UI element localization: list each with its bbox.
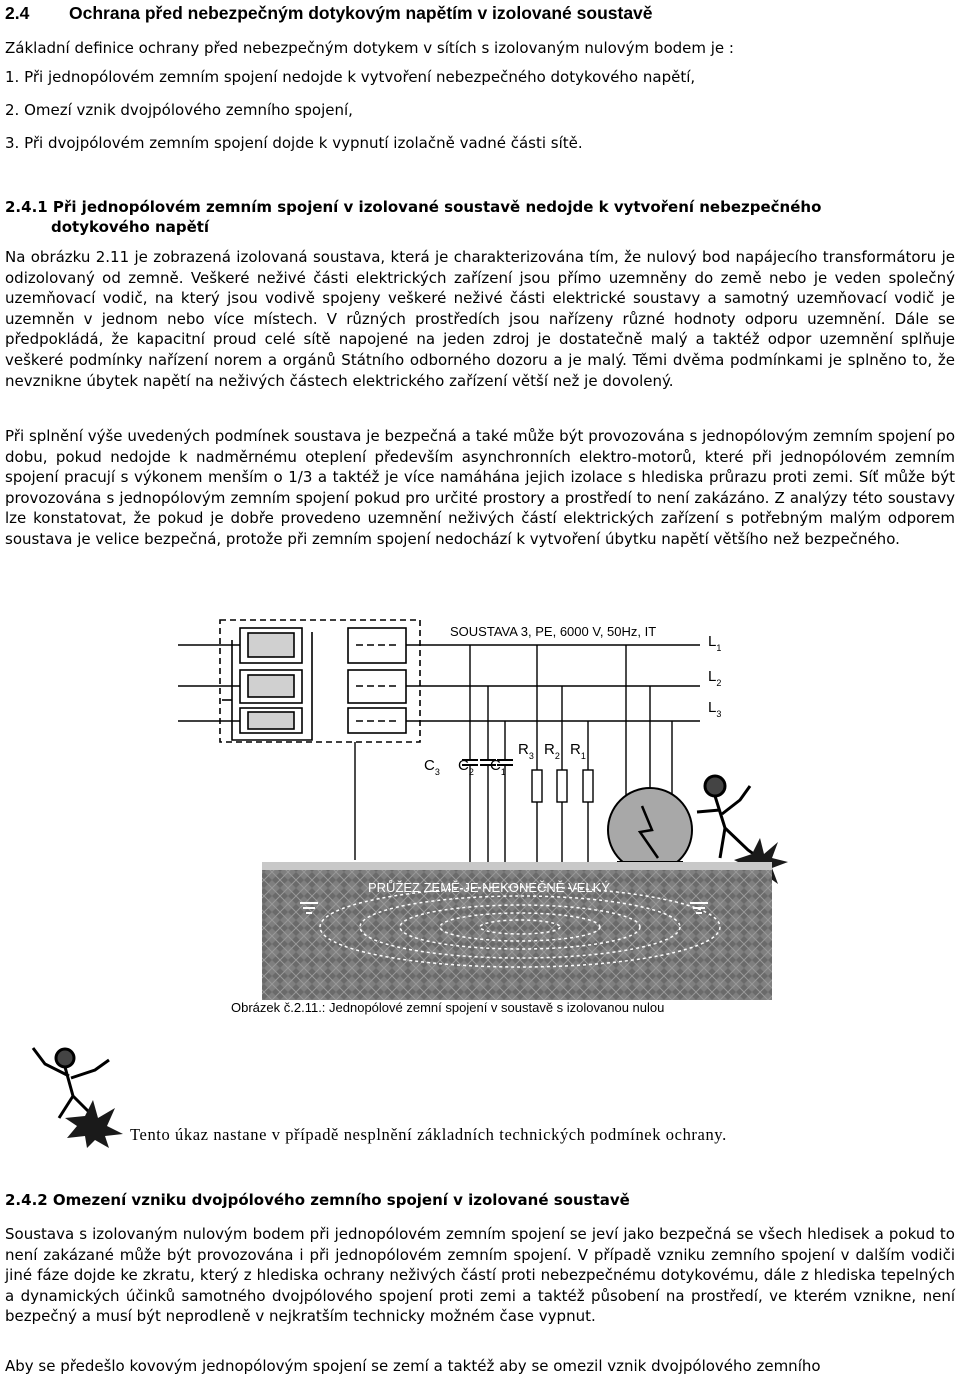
figure-caption: Obrázek č.2.11.: Jednopólové zemní spojení v soustavě s izolovanou nulou	[231, 1000, 665, 1015]
svg-text:C2: $C_2$	[458, 757, 474, 777]
paragraph-1: Na obrázku 2.11 je zobrazená izolovaná soustava, která je charakterizována tím, že nulový bod napájecího transformátoru je odizolovaný od zemně. Veškeré neživé části elektrických zařízení jsou přímo uzemněny do země nebo je veden společný uzemňovací vodič, na který jsou vodivě spojeny veškeré neživé části elektrické soustavy a samotný uzemňovací vodič je uzemněn v jednom nebo více místech. V různých prostředích jsou nařízeny různé hodnoty odporu uzemnění. Dále se předpokládá, že kapacitní proud celé sítě napojené na jeden zdroj je dostatečně malý a taktéž odpor uzemnění splňuje veškeré podmínky nařízení norem a orgánů Státního odborného dozoru a je malý. Těmi dvěma podmínkami je splněno to, že nevznikne úbytek napětí na neživých částech elektrického zařízení větší než je dovolený.	[5, 248, 955, 390]
primary-lines	[178, 645, 240, 721]
section-title	[5, 2, 955, 24]
subsection-title-2-4-1	[5, 197, 955, 237]
phase-label-l3: L	[708, 699, 717, 716]
warning-figure	[5, 1038, 125, 1148]
svg-text:R3: $R_3$	[518, 741, 534, 761]
list-item-2: 2. Omezí vznik dvojpólového zemního spojení,	[5, 101, 353, 119]
svg-text:C1: $C_1$	[490, 757, 506, 777]
svg-text:L1: $L_1$	[708, 633, 722, 653]
section-number: 2.4	[5, 3, 30, 23]
list-item-1: 1. Při jednopólovém zemním spojení nedojde k vytvoření nebezpečného dotykového napětí,	[5, 68, 696, 86]
svg-text:R2: $R_2$	[544, 741, 560, 761]
spark-burst-2	[65, 1100, 123, 1148]
ground-surface	[262, 862, 772, 870]
warning-text: Tento úkaz nastane v případě nesplnění základních technických podmínek ochrany.	[130, 1125, 727, 1144]
subsection-title-line1: 2.4.1 Při jednopólovém zemním spojení v izolované soustavě nedojde k vytvoření nebezpečného	[5, 198, 822, 216]
svg-text:L3: $L_3$	[708, 699, 722, 719]
paragraph-4: Aby se předešlo kovovým jednopólovým spojení se zemí a taktéž aby se omezil vznik dvojpólového zemního	[5, 1357, 821, 1375]
list-item-3: 3. Při dvojpólovém zemním spojení dojde k vypnutí izolačně vadné části sítě.	[5, 134, 583, 152]
system-label: SOUSTAVA 3, PE, 6000 V, 50Hz, IT	[450, 624, 657, 639]
phase-label-l2: L	[708, 668, 717, 685]
secondary-windings	[348, 628, 406, 733]
figure-isolated-system	[0, 600, 960, 1000]
phase-labels	[708, 633, 721, 719]
intro-text: Základní definice ochrany před nebezpečným dotykem v sítích s izolovaným nulovým bodem je :	[5, 39, 734, 57]
resistor-labels	[518, 741, 586, 761]
paragraph-3: Soustava s izolovaným nulovým bodem při jednopólovém zemním spojení se jeví jako bezpečná se všech hledisek a pokud to není zakázané může být provozována i při jednopólovém zemním spojení. V případě vzniku zemního spojení v dalším vodiči jiné fáze dojde ke zkratu, který z hlediska ochrany neživých částí proti nebezpečnému dotykovému, dále z hlediska tepelných a dynamických účinků samotného dvojpólového spojení proti zemi a taktéž působení na prostředí, ve kterém vznikne, není bezpečný a musí být neprodleně v nejkratším technicky možném čase vypnut.	[5, 1225, 955, 1326]
motor	[608, 788, 692, 872]
subsection-title-line2: dotykového napětí	[51, 218, 210, 236]
phase-lines	[406, 645, 700, 721]
subsection-title-2-4-2: 2.4.2 Omezení vzniku dvojpólového zemního spojení v izolované soustavě	[5, 1191, 630, 1209]
ground-label: PRŮŽEZ ZEMĚ JE NEKONEČNĚ VELKÝ	[368, 880, 610, 895]
section-title-text: Ochrana před nebezpečným dotykovým napětím v izolované soustavě	[69, 3, 653, 23]
resistors	[532, 770, 593, 862]
svg-text:R1: $R_1$	[570, 741, 586, 761]
phase-label-l1: L	[708, 633, 717, 650]
capacitor-labels	[424, 757, 506, 777]
svg-text:C3: $C_3$	[424, 757, 440, 777]
svg-text:L2: $L_2$	[708, 668, 722, 688]
paragraph-2: Při splnění výše uvedených podmínek soustava je bezpečná a také může být provozována s jednopólovým zemním spojení po dobu, pokud nedojde k nadměrnému oteplení především asynchronních elektro-motorů, které při jednopólovém zemním spojení pracují s výkonem menším o 1/3 a taktéž je více namáhána jejich izolace s hlediska průrazu proti zemi. Síť může být provozována s jednopólovým zemním spojení pokud pro určité prostory a prostředí to není zakázáno. Z analýzy této soustavy lze konstatovat, že pokud je dobře provedeno uzemnění neživých částí elektrických zařízení s potřebným malým odporem soustava je velice bezpečná, protože při zemním spojení nedochází k vytvoření úbytku napětí většího než bezpečného.	[5, 427, 955, 548]
